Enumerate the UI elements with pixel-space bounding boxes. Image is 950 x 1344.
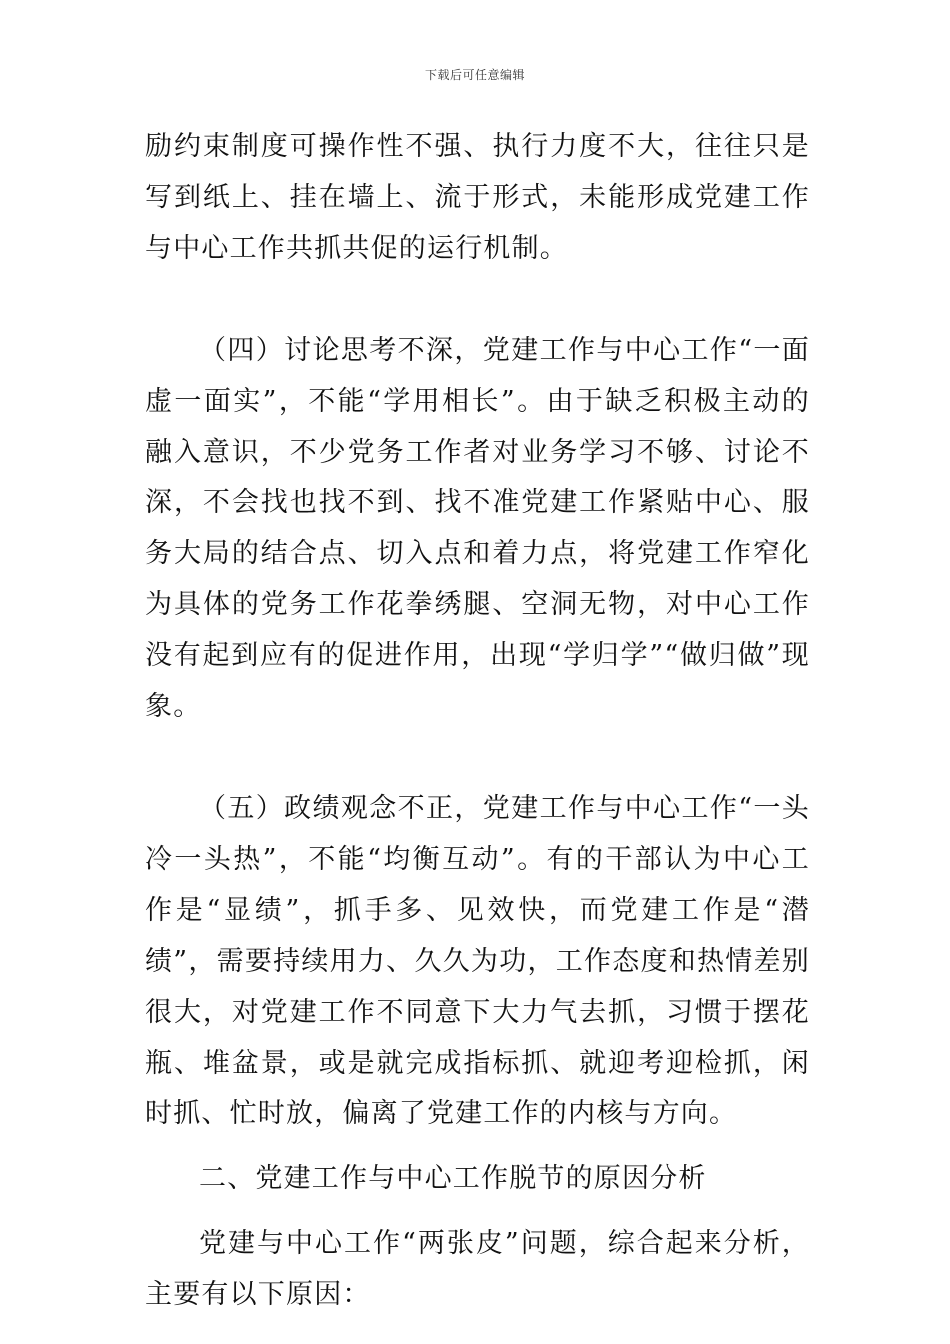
paragraph-continuation: 励约束制度可操作性不强、执行力度不大，往往只是写到纸上、挂在墙上、流于形式，未能形成党建工作与中心工作共抓共促的运行机制。: [145, 131, 810, 264]
paragraph-section-four: （四）讨论思考不深，党建工作与中心工作“一面虚一面实”，不能“学用相长”。由于缺乏积极主动的融入意识，不少党务工作者对业务学习不够、讨论不深，不会找也找不到、找不准党建工作紧贴中心、服务大局的结合点、切入点和着力点，将党建工作窄化为具体的党务工作花拳绣腿、空洞无物，对中心工作没有起到应有的促进作用，出现“学归学”“做归做”现象。: [145, 334, 810, 723]
page-header-note: 下载后可任意编辑: [424, 68, 525, 82]
paragraph-section-five: （五）政绩观念不正，党建工作与中心工作“一头冷一头热”，不能“均衡互动”。有的干部认为中心工作是“显绩”，抓手多、见效快，而党建工作是“潜绩”，需要持续用力、久久为功，工作态度和热情差别很大，对党建工作不同意下大力气去抓，习惯于摆花瓶、堆盆景，或是就完成指标抓、就迎考迎检抓，闲时抓、忙时放，偏离了党建工作的内核与方向。: [145, 792, 810, 1130]
document-body: [145, 122, 810, 1321]
paragraph-causes-intro: 党建与中心工作“两张皮”问题，综合起来分析，主要有以下原因：: [145, 1228, 810, 1311]
section-heading-cause-analysis: 二、党建工作与中心工作脱节的原因分析: [199, 1163, 707, 1195]
